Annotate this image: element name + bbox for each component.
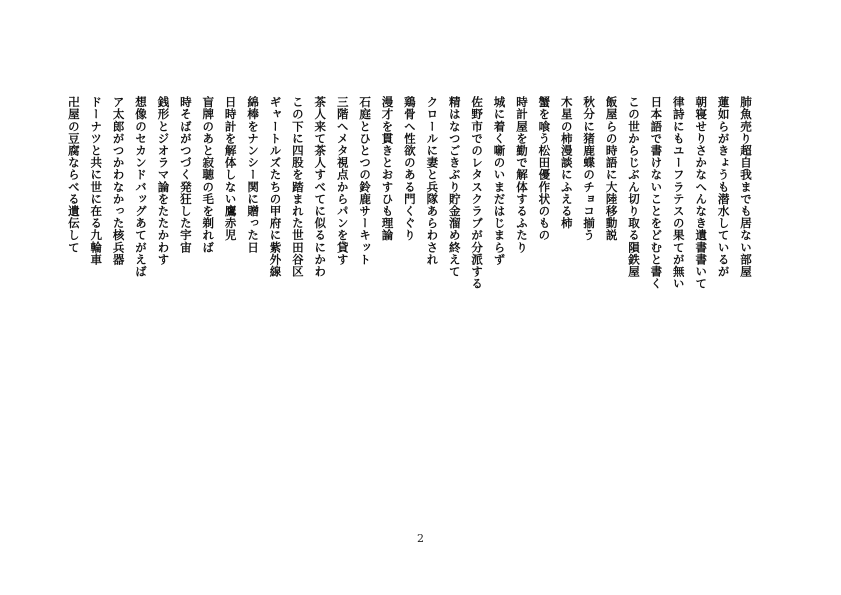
verse-line: 鶏骨へ性欲のある門くぐり (402, 96, 417, 242)
verse-line: 木星の柿漫談にふえる柿 (559, 96, 574, 230)
verse-line: 秋分に猪鹿蝶のチョコ揃う (582, 96, 597, 242)
verse-line: 朝寝せりさかなへんなき遺書書いて (694, 96, 709, 290)
verse-column-block (62, 96, 757, 290)
verse-line: ア太郎がつかわなかった核兵器 (111, 96, 126, 266)
verse-line: 律詩にもユーフラテスの果てが無い (671, 96, 686, 290)
verse-line: 茶人来て茶人すべてに似るにかわ (313, 96, 328, 278)
page-number: 2 (417, 532, 424, 545)
verse-line: 飯屋らの時語に大陸移動説 (604, 96, 619, 242)
verse-line: 日時計を解体しない鷹赤児 (223, 96, 238, 242)
verse-line: 卍屋の豆腐ならべる遺伝して (66, 96, 81, 254)
verse-line: 綿棒をナンシー関に贈った日 (246, 96, 261, 254)
verse-line: 佐野市でのレタスクラブが分派する (470, 96, 485, 290)
verse-line: 盲牌のあと寂聴の毛を剃れば (201, 96, 216, 254)
verse-line: 日本語で書けないことをどむと書く (649, 96, 664, 290)
verse-line: 銭形とジオラマ論をたたかわす (156, 96, 171, 266)
verse-line: 肺魚売り超自我までも居ない部屋 (739, 96, 753, 278)
verse-line: ギャートルズたちの甲府に紫外線 (268, 96, 283, 278)
verse-line: 蟹を喰う松田優作状のもの (537, 96, 552, 242)
verse-line: 蓮如らがきょうも潜水しているが (716, 96, 731, 278)
verse-line: 時計屋を勤で解体するふたり (514, 96, 529, 254)
verse-line: 時そばがつづく発狂した宇宙 (178, 96, 193, 254)
verse-line: この下に四股を踏まれた世田谷区 (290, 96, 305, 278)
verse-line: 城に着く噺のいまだはじまらず (492, 96, 507, 266)
verse-line: 三階へメタ視点からパンを貸す (335, 96, 350, 266)
verse-line: ドーナツと共に世に在る九輪車 (89, 96, 104, 266)
verse-line: この世からじぶん切り取る隕鉄屋 (626, 96, 641, 278)
verse-line: 精はなつごきぶり貯金溜め終えて (447, 96, 462, 278)
verse-line: 想像のセカンドバッグあてがえば (134, 96, 149, 278)
verse-line: 漫才を貫きとおすひも理論 (380, 96, 395, 242)
verse-line: クロールに妻と兵隊あらわされ (425, 96, 440, 266)
verse-line: 石庭とひとつの鈴鹿サーキット (358, 96, 373, 266)
